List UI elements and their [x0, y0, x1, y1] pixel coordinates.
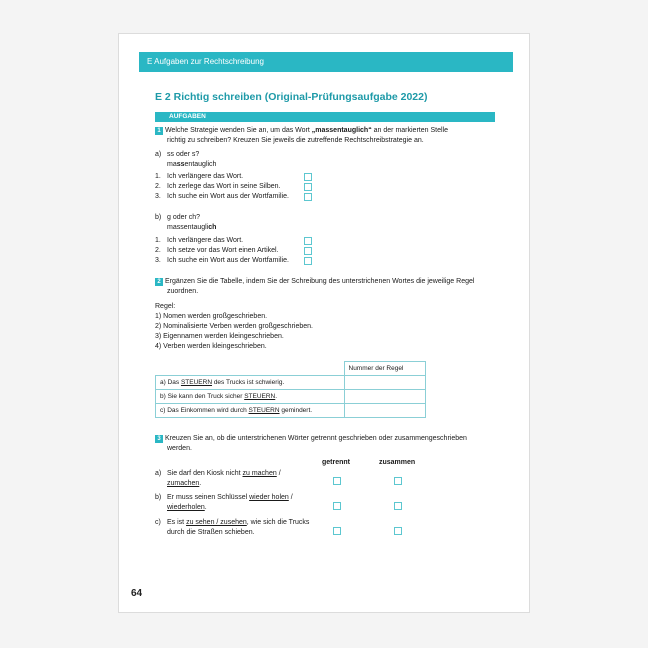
rule-item: 3) Eigennamen werden kleingeschrieben. — [155, 333, 284, 340]
rule-item: 4) Verben werden kleingeschrieben. — [155, 343, 267, 350]
table-row: b) Sie kann den Truck sicher STEUERN. — [156, 390, 426, 404]
task-number-badge: 1 — [155, 127, 163, 135]
option-b1: 1. Ich verlängere das Wort. — [155, 237, 244, 244]
option-b3: 3. Ich suche ein Wort aus der Wortfamilie. — [155, 257, 289, 264]
table-row: a) Das STEUERN des Trucks ist schwierig. — [156, 376, 426, 390]
chapter-banner: E Aufgaben zur Rechtschreibung — [139, 52, 513, 72]
option-a1: 1. Ich verlängere das Wort. — [155, 173, 244, 180]
document-page — [118, 33, 530, 613]
option-b2: 2. Ich setze vor das Wort einen Artikel. — [155, 247, 279, 254]
checkbox-3b-getrennt[interactable] — [333, 502, 341, 510]
checkbox-b2[interactable] — [304, 247, 312, 255]
page-number: 64 — [131, 588, 143, 599]
column-zusammen: zusammen — [379, 459, 416, 466]
checkbox-a2[interactable] — [304, 183, 312, 191]
task1-instruction: 1 Welche Strategie wenden Sie an, um das Wort „massentauglich“ an der markierten Stelle richtig zu schreiben? Kreuzen Sie jeweils die zutreffende Rechtschreibstrategie an. — [155, 126, 505, 146]
rule-item: 2) Nominalisierte Verben werden großgeschrieben. — [155, 323, 313, 330]
rules-list: Regel: 1) Nomen werden großgeschrieben. 2) Nominalisierte Verben werden großgeschrieben. 3) Eigennamen werden kleingeschrieben. 4) Verben werden kleingeschrieben. — [155, 303, 313, 350]
task1-part-b: b) g oder ch? massentauglich — [155, 214, 217, 231]
rule-item: 1) Nomen werden großgeschrieben. — [155, 313, 268, 320]
answer-cell-c[interactable] — [344, 404, 425, 418]
checkbox-b3[interactable] — [304, 257, 312, 265]
checkbox-a3[interactable] — [304, 193, 312, 201]
checkbox-3a-getrennt[interactable] — [333, 477, 341, 485]
task-number-badge: 2 — [155, 278, 163, 286]
checkbox-a1[interactable] — [304, 173, 312, 181]
option-a2: 2. Ich zerlege das Wort in seine Silben. — [155, 183, 281, 190]
answer-cell-a[interactable] — [344, 376, 425, 390]
checkbox-3c-getrennt[interactable] — [333, 527, 341, 535]
marked-letters: ss — [176, 161, 185, 168]
checkbox-3b-zusammen[interactable] — [394, 502, 402, 510]
table-row: c) Das Einkommen wird durch STEUERN gemindert. — [156, 404, 426, 418]
task3-instruction: 3 Kreuzen Sie an, ob die unterstrichenen Wörter getrennt geschrieben oder zusammengeschrieben werden. — [155, 434, 515, 454]
section-heading: E 2 Richtig schreiben (Original-Prüfungsaufgabe 2022) — [155, 91, 428, 103]
task1-part-a: a) ss oder s? massentauglich — [155, 151, 217, 168]
option-a3: 3. Ich suche ein Wort aus der Wortfamilie. — [155, 193, 289, 200]
aufgaben-label: AUFGABEN — [155, 112, 495, 122]
task2-instruction: 2 Ergänzen Sie die Tabelle, indem Sie der Schreibung des unterstrichenen Wortes die jeweilige Regel zuordnen. — [155, 277, 515, 297]
task3-item-c: c) Es ist zu sehen / zusehen, wie sich die Trucks durch die Straßen schieben. — [155, 519, 310, 536]
checkbox-3c-zusammen[interactable] — [394, 527, 402, 535]
task3-item-b: b) Er muss seinen Schlüssel wieder holen / wiederholen. — [155, 494, 293, 511]
answer-cell-b[interactable] — [344, 390, 425, 404]
table-header-regel: Nummer der Regel — [344, 362, 425, 376]
task-number-badge: 3 — [155, 435, 163, 443]
checkbox-b1[interactable] — [304, 237, 312, 245]
rules-table — [155, 361, 426, 418]
column-getrennt: getrennt — [322, 459, 350, 466]
task3-item-a: a) Sie darf den Kiosk nicht zu machen / zumachen. — [155, 470, 281, 487]
checkbox-3a-zusammen[interactable] — [394, 477, 402, 485]
marked-letters: ch — [208, 224, 217, 231]
